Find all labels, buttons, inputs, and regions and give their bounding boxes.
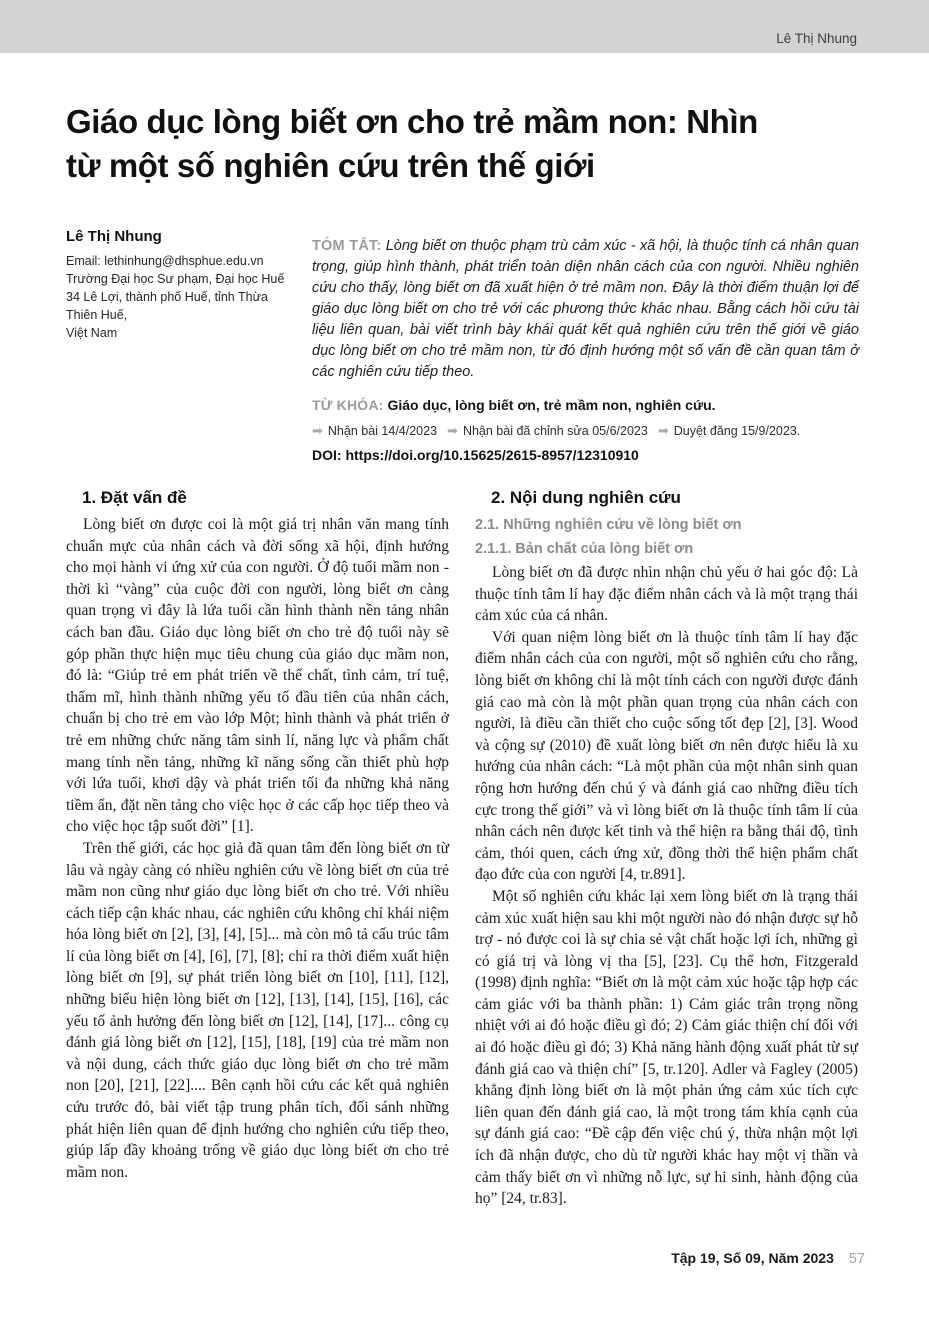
page-number: 57 (848, 1251, 865, 1267)
author-block (66, 228, 312, 463)
keywords (312, 395, 859, 415)
paragraph: Với quan niệm lòng biết ơn là thuộc tính tâm lí hay đặc điểm nhân cách của con người, một số nghiên cứu cho rằng, lòng biết ơn không chỉ là một tính cách con người được đánh giá cao mà còn là một phần quan trọng của nhân cách con người, là điều cần thiết cho cuộc sống tốt đẹp [2], [3]. Wood và cộng sự (2010) đề xuất lòng biết ơn nên được hiểu là xu hướng của nhân cách: “Là một phần của một nhân sinh quan rộng hơn hướng đến chú ý và đánh giá cao những điều tích cực trong thế giới” và vì lòng biết ơn là thuộc tính tâm lí của nhân cách nên được kết tinh và thể hiện ra bằng thái độ, tình cảm, thói quen, cách ứng xử, đồng thời thể hiện phẩm chất đạo đức của con người [4, tr.891]. (475, 628, 858, 884)
body-columns (66, 486, 859, 1210)
date-received-text: Nhận bài 14/4/2023 (327, 424, 438, 438)
author-address-line2: Việt Nam (66, 326, 118, 340)
running-author: Lê Thị Nhung (776, 31, 857, 46)
arrow-right-icon: ➡ (447, 423, 458, 438)
date-revised (447, 423, 648, 439)
date-revised-text: Nhận bài đã chỉnh sửa 05/6/2023 (462, 424, 648, 438)
keywords-text: Giáo dục, lòng biết ơn, trẻ mầm non, nghiên cứu. (387, 397, 716, 413)
author-address-line1: 34 Lê Lợi, thành phố Huế, tỉnh Thừa Thiên Huế, (66, 290, 268, 322)
abstract-label: TÓM TẮT: (312, 238, 382, 254)
author-affiliation: Trường Đại học Sư phạm, Đại học Huế (66, 272, 285, 286)
arrow-right-icon: ➡ (312, 423, 323, 438)
section-heading-2: 2. Nội dung nghiên cứu (491, 488, 681, 507)
abstract-text: Lòng biết ơn thuộc phạm trù cảm xúc - xã hội, là thuộc tính cá nhân quan trọng, giúp hình thành, phát triển toàn diện nhân cách của con người. Nhiều nghiên cứu cho thấy, lòng biết ơn đã xuất hiện ở trẻ mầm non. Đây là thời điểm thuận lợi để giáo dục lòng biết ơn cho trẻ với các phương thức khác nhau. Bằng cách hồi cứu tài liệu liên quan, bài viết trình bày khái quát kết quả nghiên cứu trên thế giới về giáo dục lòng biết ơn cho trẻ mầm non, từ đó định hướng một số vấn đề cần quan tâm ở các nghiên cứu tiếp theo. (312, 238, 859, 380)
left-column (66, 486, 449, 1210)
subsection-heading-2-1: 2.1. Những nghiên cứu về lòng biết ơn (475, 517, 742, 533)
meta-row (66, 228, 859, 463)
date-received (312, 423, 437, 439)
article-dates (312, 423, 859, 439)
paragraph: Lòng biết ơn đã được nhìn nhận chủ yếu ở hai góc độ: Là thuộc tính tâm lí hay đặc điểm nhân cách và là một trạng thái cảm xúc của cá nhân. (475, 564, 858, 625)
doi: DOI: https://doi.org/10.15625/2615-8957/12310910 (312, 447, 639, 463)
running-header (0, 0, 929, 53)
journal-issue: Tập 19, Số 09, Năm 2023 (671, 1250, 834, 1266)
abstract (312, 236, 859, 383)
right-column (475, 486, 858, 1210)
arrow-right-icon: ➡ (657, 423, 669, 438)
article-title: Giáo dục lòng biết ơn cho trẻ mầm non: Nhìn từ một số nghiên cứu trên thế giới (66, 103, 758, 184)
page-footer (671, 1250, 865, 1267)
paragraph: Lòng biết ơn được coi là một giá trị nhân văn mang tính chuẩn mực của nhân cách và đời sống xã hội, định hướng cho mọi hành vi ứng xử của con người. Ở độ tuổi mầm non - thời kì “vàng” của cuộc đời con người, lòng biết ơn càng quan trọng vì đây là lứa tuổi cần hình thành nền tảng nhân cách ban đầu. Giáo dục lòng biết ơn cho trẻ độ tuổi này sẽ góp phần thực hiện mục tiêu chung của giáo dục mầm non, đó là: “Giúp trẻ em phát triển về thể chất, tình cảm, trí tuệ, thẩm mĩ, hình thành những yếu tố đầu tiên của nhân cách, chuẩn bị cho trẻ em vào lớp Một; hình thành và phát triển ở trẻ em những chức năng tâm sinh lí, năng lực và phẩm chất mang tính nền tảng, những kĩ năng sống cần thiết phù hợp với lứa tuổi, khơi dậy và phát triển tối đa những khả năng tiềm ẩn, đặt nền tảng cho việc học ở các cấp học tiếp theo và cho việc học tập suốt đời” [1]. (66, 516, 449, 836)
author-email: Email: lethinhung@dhsphue.edu.vn (66, 254, 264, 268)
date-accepted (658, 423, 800, 439)
date-accepted-text: Duyệt đăng 15/9/2023. (673, 424, 801, 438)
abstract-column (312, 228, 859, 463)
author-name: Lê Thị Nhung (66, 228, 162, 245)
subsection-heading-2-1-1: 2.1.1. Bản chất của lòng biết ơn (475, 541, 694, 557)
paragraph: Trên thế giới, các học giả đã quan tâm đến lòng biết ơn từ lâu và ngày càng có nhiều nghiên cứu về lòng biết ơn của trẻ mầm non cũng như giáo dục lòng biết ơn cho trẻ. Với nhiều cách tiếp cận khác nhau, các nghiên cứu không chỉ khái niệm hóa lòng biết ơn [2], [3], [4], [5]... mà còn mô tả cấu trúc tâm lí của lòng biết ơn [4], [6], [7], [8]; chỉ ra thời điểm xuất hiện lòng biết ơn [9], sự phát triển lòng biết ơn [10], [11], [12], những biểu hiện lòng biết ơn [12], [13], [14], [15], [16], các yếu tố ảnh hưởng đến lòng biết ơn [12], [14], [17]... công cụ đánh giá lòng biết ơn [12], [15], [18], [19] của trẻ mầm non và nội dung, cách thức giáo dục lòng biết ơn cho trẻ mầm non [20], [21], [22].... Bên cạnh hồi cứu các kết quả nghiên cứu trước đó, bài viết tập trung phân tích, đối sánh những phát hiện liên quan để định hướng cho nghiên cứu tiếp theo, giúp lấp đầy khoảng trống về giáo dục lòng biết ơn cho trẻ mầm non. (66, 839, 449, 1181)
section-heading-1: 1. Đặt vấn đề (82, 488, 187, 507)
paragraph: Một số nghiên cứu khác lại xem lòng biết ơn là trạng thái cảm xúc xuất hiện sau khi một người nào đó nhận được sự hỗ trợ - nó được coi là sự chia sẻ vật chất hoặc lợi ích, những gì có giá trị và lòng vị tha [5], [23]. Cụ thể hơn, Fitzgerald (1998) định nghĩa: “Biết ơn là một cảm xúc hoặc tập hợp các cảm giác với ba thành phần: 1) Cảm giác trân trọng nồng nhiệt với ai đó hoặc điều gì đó; 2) Cảm giác thiện chí đối với ai đó hoặc điều gì đó; 3) Khả năng hành động xuất phát từ sự đánh giá cao và thiện chí” [5, tr.120]. Adler và Fagley (2005) khẳng định lòng biết ơn là một phản ứng cảm xúc tích cực liên quan đến đánh giá cao, là một trong tám khía cạnh của sự đánh giá cao: “Đề cập đến việc chú ý, thừa nhận một lợi ích đã nhận được, cho dù từ người khác hay một vị thần và cảm thấy biết ơn vì những nỗ lực, sự hi sinh, hành động của họ” [24, tr.83]. (475, 887, 858, 1208)
keywords-label: TỪ KHÓA: (312, 397, 384, 413)
